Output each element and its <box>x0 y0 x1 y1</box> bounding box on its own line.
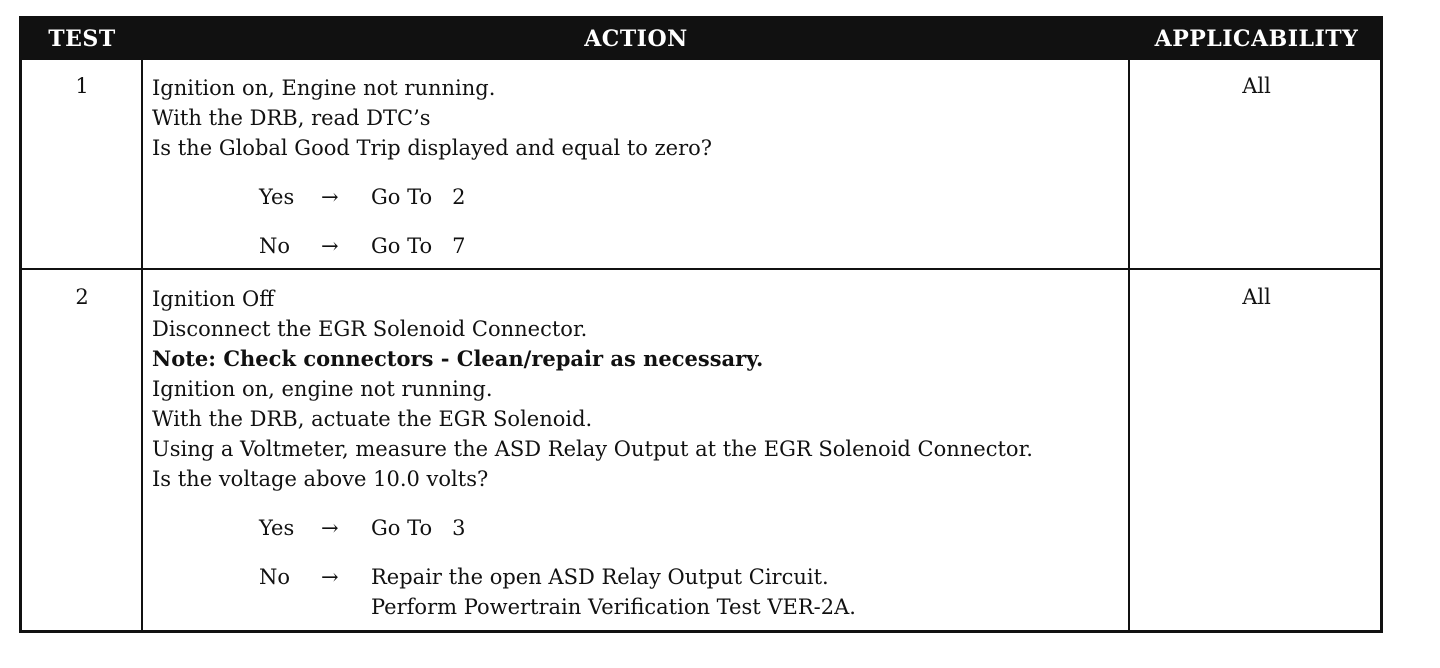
yes-result: Go To 3 <box>371 516 466 540</box>
no-result <box>371 562 856 622</box>
test-number: 1 <box>75 74 89 98</box>
action-cell <box>152 73 1124 261</box>
note-line: Note: Check connectors - Clean/repair as necessary. <box>152 346 764 371</box>
no-branch <box>259 231 1124 261</box>
test-number: 2 <box>75 285 89 309</box>
row-divider <box>22 268 1380 270</box>
yes-label: Yes <box>259 516 295 540</box>
applicability-value: All <box>1242 74 1271 98</box>
yes-result: Go To 2 <box>371 185 466 209</box>
table-row <box>22 60 1380 268</box>
action-line: Ignition on, Engine not running. <box>152 76 496 100</box>
header-action: ACTION <box>584 26 688 52</box>
action-line: Is the voltage above 10.0 volts? <box>152 467 489 491</box>
arrow-right-icon: → <box>321 185 339 209</box>
header-test: TEST <box>48 26 116 52</box>
action-line: Is the Global Good Trip displayed and equal to zero? <box>152 136 713 160</box>
action-line: With the DRB, read DTC’s <box>152 106 431 130</box>
arrow-right-icon: → <box>321 516 339 540</box>
action-line: Disconnect the EGR Solenoid Connector. <box>152 317 588 341</box>
no-result: Go To 7 <box>371 234 466 258</box>
table-header <box>22 19 1380 60</box>
yes-branch <box>259 182 1124 212</box>
no-branch <box>259 562 1124 622</box>
yes-branch <box>259 513 1124 543</box>
no-result-line: Perform Powertrain Verification Test VER-2A. <box>371 595 856 619</box>
no-result-line: Repair the open ASD Relay Output Circuit. <box>371 565 829 589</box>
diagnostic-test-table <box>19 16 1383 633</box>
applicability-value: All <box>1242 285 1271 309</box>
table-row <box>22 271 1380 633</box>
action-cell <box>152 284 1124 622</box>
no-label: No <box>259 565 291 589</box>
action-line: Ignition Off <box>152 287 275 311</box>
action-line: Using a Voltmeter, measure the ASD Relay Output at the EGR Solenoid Connector. <box>152 437 1033 461</box>
arrow-right-icon: → <box>321 565 339 589</box>
action-line: With the DRB, actuate the EGR Solenoid. <box>152 407 593 431</box>
header-applicability: APPLICABILITY <box>1154 26 1359 52</box>
action-line: Ignition on, engine not running. <box>152 377 493 401</box>
yes-label: Yes <box>259 185 295 209</box>
no-label: No <box>259 234 291 258</box>
arrow-right-icon: → <box>321 234 339 258</box>
